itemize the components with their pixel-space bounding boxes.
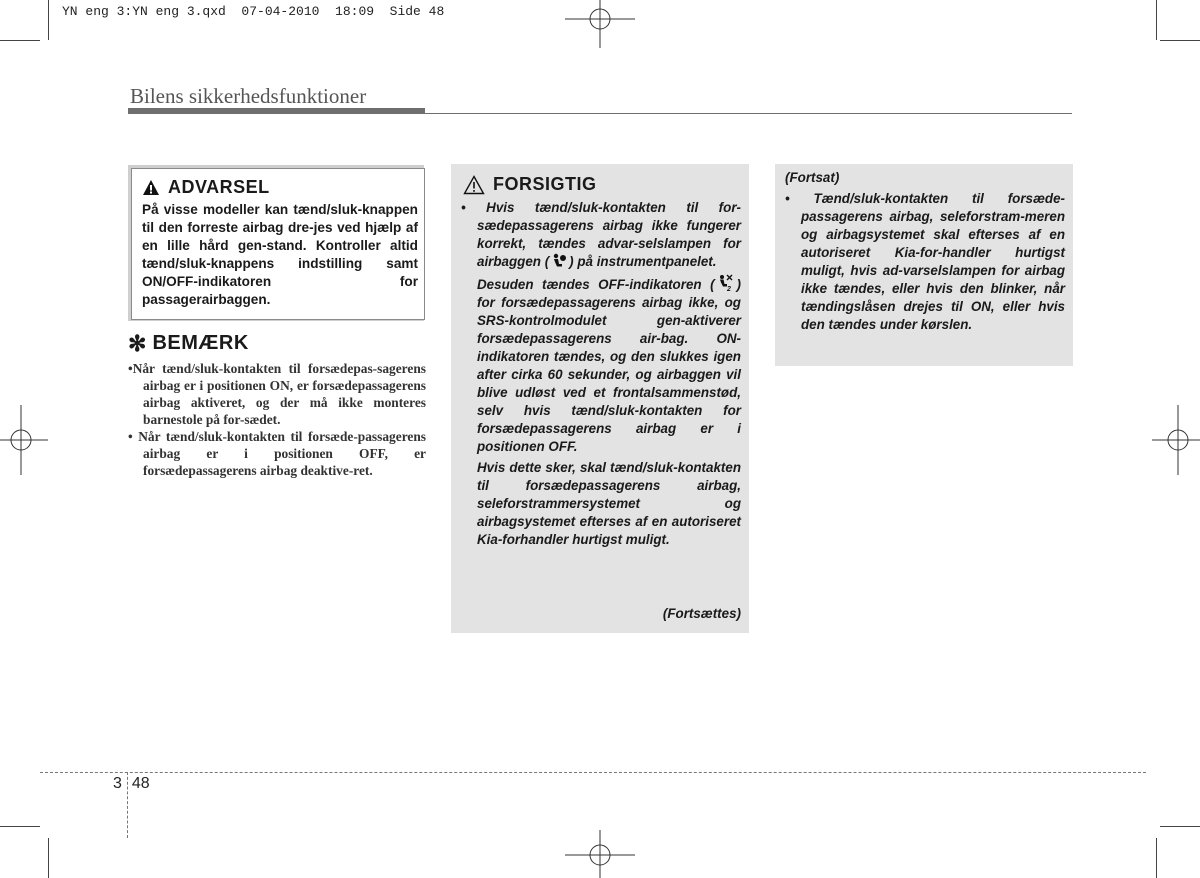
note-item: • Når tænd/sluk-kontakten til forsæde-passagerens airbag er i positionen OFF, er forsædepassagerens airbag deaktive-ret. — [128, 429, 426, 478]
airbag-warning-icon — [551, 253, 567, 268]
note-body — [128, 360, 426, 479]
caution-para2-end: ) for forsædepassagerens airbag ikke, og SRS-kontrolmodulet gen-aktiverer forsædepassagerens air-bag. ON-indikatoren tændes, og den slukkes igen after cirka 60 sekunder, og airbaggen vil blive udløst ved et frontalsammenstød, selv hvis tænd/sluk-kontakten for forsædepassagerens airbag er i positionen OFF. — [477, 277, 741, 454]
warning-triangle-icon — [142, 179, 160, 196]
header-rule-thin — [128, 113, 1072, 114]
crop-mark — [1156, 0, 1157, 40]
crop-mark — [48, 0, 49, 40]
caution-paragraph — [461, 274, 741, 456]
continued-label: (Fortsat) — [785, 170, 840, 185]
chapter-number: 3 — [113, 775, 122, 792]
svg-text:2: 2 — [726, 286, 731, 292]
caution-box — [451, 164, 749, 633]
continued-body — [785, 190, 1065, 334]
caution-body — [461, 199, 741, 549]
registration-mark-bottom — [565, 828, 635, 878]
section-title: Bilens sikkerhedsfunktioner — [130, 84, 367, 108]
caution-triangle-icon — [463, 175, 485, 195]
crop-mark — [1156, 838, 1157, 878]
caution-title: FORSIGTIG — [493, 174, 597, 194]
registration-mark-left — [0, 405, 50, 475]
caution-header — [463, 174, 597, 195]
warning-header — [142, 177, 418, 198]
page-number — [113, 775, 150, 793]
registration-mark-right — [1150, 405, 1200, 475]
crop-mark — [48, 838, 49, 878]
asterisk-note-icon: ✻ — [128, 330, 147, 356]
passenger-airbag-off-icon — [717, 274, 735, 292]
note-title: BEMÆRK — [152, 332, 249, 354]
continued-item: • Tænd/sluk-kontakten til forsæde-passagerens airbag, seleforstram-meren og airbagsystemet skal efterses af en autoriseret Kia-for-handler hurtigst muligt, hvis ad-varselslampen for airbag ikke tændes, eller hvis den blinker, når tændingslåsen drejes til ON, eller hvis den tændes under kørslen. — [785, 191, 1065, 332]
crop-mark — [1160, 40, 1200, 41]
page-number-value: 48 — [131, 775, 150, 792]
warning-box — [128, 165, 424, 321]
caution-para1-end: ) på instrumentpanelet. — [569, 254, 717, 269]
caution-paragraph: Hvis dette sker, skal tænd/sluk-kontakten til forsædepassagerens airbag, seleforstrammersystemet og airbagsystemet efterses af en autoriseret Kia-forhandler hurtigst muligt. — [477, 460, 741, 547]
registration-mark-top — [565, 0, 635, 50]
crop-mark — [0, 40, 40, 41]
note-item: •Når tænd/sluk-kontakten til forsædepas-sagerens airbag er i positionen ON, er forsædepassagerens airbag aktiveret, og der må ikke monteres barnestole på for-sædet. — [128, 361, 426, 427]
caution-paragraph — [461, 199, 741, 271]
footer-dashed-rule — [40, 772, 1146, 773]
crop-mark — [0, 826, 40, 827]
caution-para1-start: • Hvis tænd/sluk-kontakten til for-sædepassagerens airbag ikke fungerer korrekt, tændes advar-selslampen for airbaggen ( — [461, 200, 741, 269]
slug-line: YN eng 3:YN eng 3.qxd 07-04-2010 18:09 Side 48 — [62, 4, 445, 19]
continues-label: (Fortsættes) — [662, 606, 741, 621]
caution-para2-start: Desuden tændes OFF-indikatoren ( — [477, 277, 715, 292]
warning-body: På visse modeller kan tænd/sluk-knappen til den forreste airbag dre-jes ved hjælp af en lille hård gen-stand. Kontroller altid tænd/sluk-knappens indstilling samt ON/OFF-indikatoren for passagerairbaggen. — [142, 202, 418, 307]
crop-mark — [1160, 826, 1200, 827]
warning-box-inner — [131, 168, 425, 320]
continued-box — [775, 164, 1073, 366]
note-header — [128, 332, 249, 355]
warning-title: ADVARSEL — [168, 177, 270, 197]
